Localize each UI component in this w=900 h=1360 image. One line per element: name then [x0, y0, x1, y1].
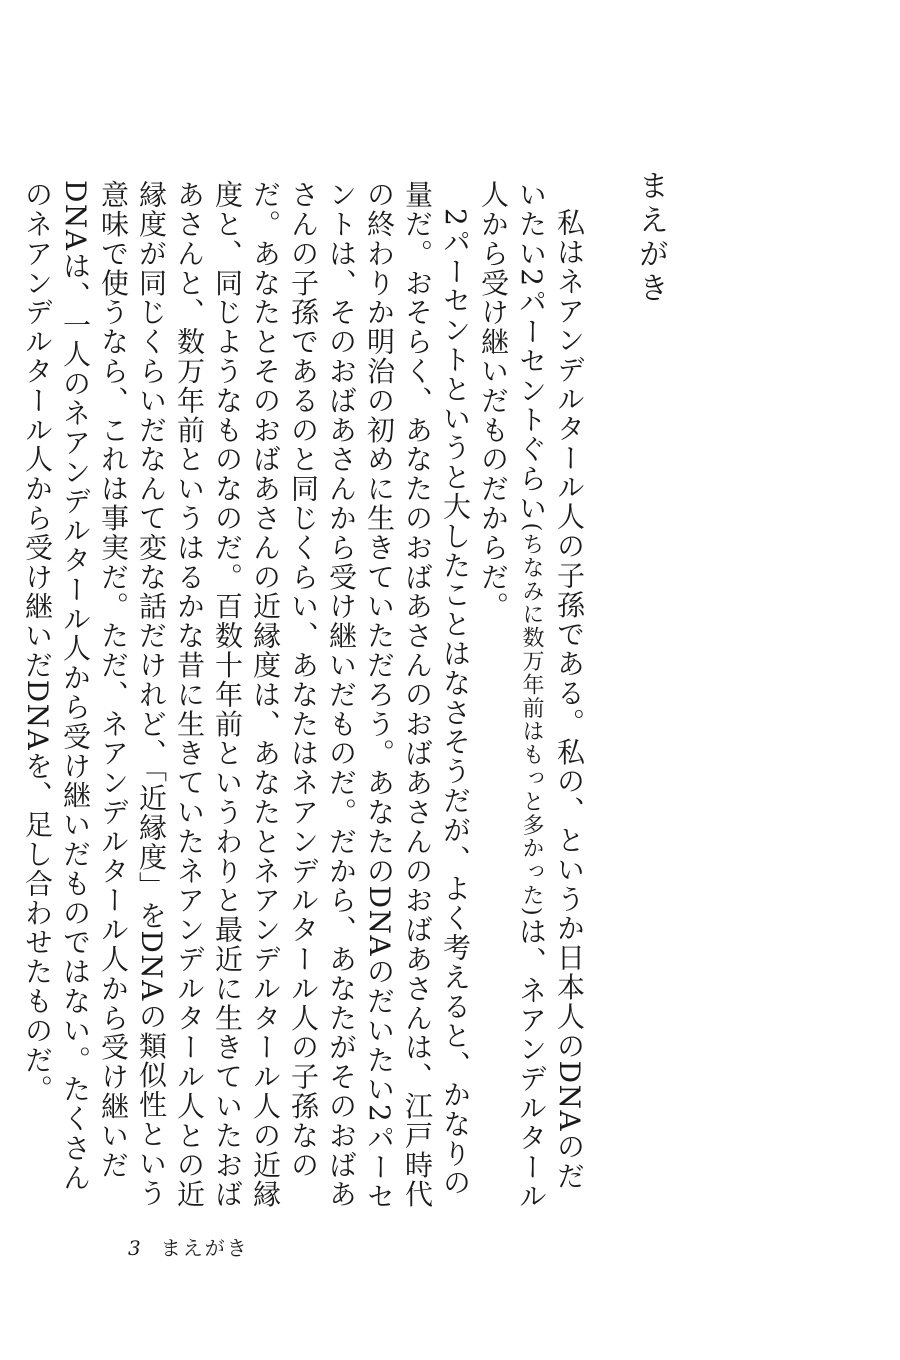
paragraph-1-parenthetical: (ちなみに数万年前はもっと多かった)	[519, 522, 544, 917]
paragraph-2: 2パーセントというと大したことはなさそうだが、よく考えると、かなりの量だ。おそらく、あなたのおばあさんのおばあさんのおばあさんは、江戸時代の終わりか明治の初めに生きていただろう。あなたのDNAのだいたい2パーセントは、そのおばあさんから受け継いだものだ。だから、あなたがそのおばあさんの子孫であるのと同じくらい、あなたはネアンデルタール人の子孫なのだ。あなたとそのおばあさんの近縁度は、あなたとネアンデルタール人の近縁度と、同じようなものなのだ。百数十年前というわりと最近に生きていたおばあさんと、数万年前というはるかな昔に生きていたネアンデルタール人との近縁度が同じくらいだなんて変な話だけれど、「近縁度」をDNAの類似性という意味で使うなら、これは事実だ。ただ、ネアンデルタール人から受け継いだDNAは、一人のネアンデルタール人から受け継いだものではない。たくさんのネアンデルタール人から受け継いだDNAを、足し合わせたものだ。	[21, 180, 472, 1212]
paragraph-1-text-a: 私はネアンデルタール人の子孫である。私の、というか日本人のDNAのだいたい2パーセントぐらい	[515, 180, 586, 1191]
page-footer	[128, 1232, 249, 1261]
chapter-title: まえがき	[633, 170, 668, 306]
running-title: まえがき	[160, 1236, 249, 1260]
page-number: 3	[128, 1236, 143, 1260]
paragraph-1-text-b: は、ネアンデルタール人から受け継いだものだからだ。	[477, 180, 548, 1211]
paragraph-1	[474, 180, 588, 1220]
body-text	[21, 180, 588, 1220]
